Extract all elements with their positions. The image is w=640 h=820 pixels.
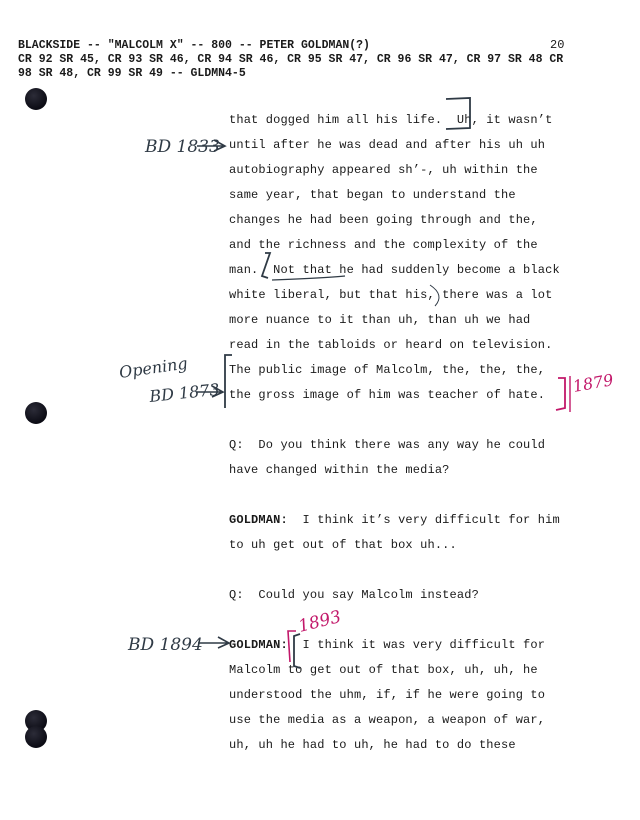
binder-hole-bottom-smear: [25, 726, 47, 748]
line-text: that dogged him all his life. Uh, it wasn’t: [229, 113, 553, 127]
transcript-line: [229, 437, 545, 453]
transcript-line: [229, 112, 552, 128]
header-roll-line-2: 98 SR 48, CR 99 SR 49 -- GLDMN4-5: [18, 67, 246, 80]
transcript-line: [229, 637, 545, 653]
transcript-line: [229, 312, 530, 328]
arrow-icon: [196, 386, 223, 397]
transcript-line: [229, 337, 552, 353]
header-title-line: BLACKSIDE -- "MALCOLM X" -- 800 -- PETER GOLDMAN(?): [18, 39, 370, 52]
transcript-line: [229, 162, 538, 178]
timecode-note-bd1833: BD 1833: [145, 137, 220, 157]
line-text: more nuance to it than uh, than uh we had: [229, 313, 531, 327]
transcript-line: [229, 537, 457, 553]
line-text: until after he was dead and after his uh uh: [229, 138, 546, 152]
binder-hole-middle: [25, 402, 47, 424]
binder-hole-top: [25, 88, 47, 110]
line-text: and the richness and the complexity of the: [229, 238, 538, 252]
line-text: I think it was very difficult for: [287, 638, 546, 652]
edit-bracket-mark: [556, 378, 565, 410]
line-text: The public image of Malcolm, the, the, the,: [229, 363, 546, 377]
arrow-icon: [198, 637, 229, 648]
page-number: 20: [550, 38, 565, 52]
transcript-line: [229, 712, 545, 728]
line-text: uh, uh he had to uh, he had to do these: [229, 738, 516, 752]
transcript-line: [229, 287, 552, 303]
transcript-line: [229, 262, 560, 278]
line-text: Q: Do you think there was any way he could: [229, 438, 546, 452]
timecode-note-1879: 1879: [571, 370, 615, 396]
line-text: the gross image of him was teacher of hate.: [229, 388, 546, 402]
line-text: same year, that began to understand the: [229, 188, 516, 202]
line-text: read in the tabloids or heard on television.: [229, 338, 553, 352]
line-text: changes he had been going through and the,: [229, 213, 538, 227]
transcript-line: [229, 212, 538, 228]
line-text: to uh get out of that box uh...: [229, 538, 457, 552]
opening-note: Opening: [117, 353, 189, 382]
timecode-note-bd1873: BD 1873: [148, 379, 221, 406]
line-text: I think it’s very difficult for him: [287, 513, 560, 527]
line-text: Malcolm to get out of that box, uh, uh, he: [229, 663, 538, 677]
transcript-line: [229, 737, 516, 753]
transcript-line: [229, 512, 560, 528]
transcript-line: [229, 137, 545, 153]
transcript-line: [229, 237, 538, 253]
transcript-line: [229, 462, 450, 478]
line-text: man. Not that he had suddenly become a black: [229, 263, 560, 277]
timecode-note-bd1894: BD 1894: [128, 635, 203, 655]
line-text: understood the uhm, if, if he were going to: [229, 688, 546, 702]
speaker-label: GOLDMAN:: [229, 638, 288, 652]
line-text: autobiography appeared sh’-, uh within the: [229, 163, 538, 177]
arrow-icon: [197, 140, 225, 151]
header-roll-line-1: CR 92 SR 45, CR 93 SR 46, CR 94 SR 46, CR 95 SR 47, CR 96 SR 47, CR 97 SR 48 CR: [18, 53, 564, 66]
transcript-line: [229, 662, 538, 678]
transcript-line: [229, 362, 545, 378]
transcript-line: [229, 687, 545, 703]
transcript-line: [229, 187, 516, 203]
line-text: Q: Could you say Malcolm instead?: [229, 588, 479, 602]
line-text: use the media as a weapon, a weapon of war,: [229, 713, 546, 727]
timecode-note-1893: 1893: [296, 606, 344, 637]
transcript-line: [229, 587, 479, 603]
transcript-line: [229, 387, 545, 403]
line-text: white liberal, but that his, there was a lot: [229, 288, 553, 302]
line-text: have changed within the media?: [229, 463, 450, 477]
speaker-label: GOLDMAN:: [229, 513, 288, 527]
